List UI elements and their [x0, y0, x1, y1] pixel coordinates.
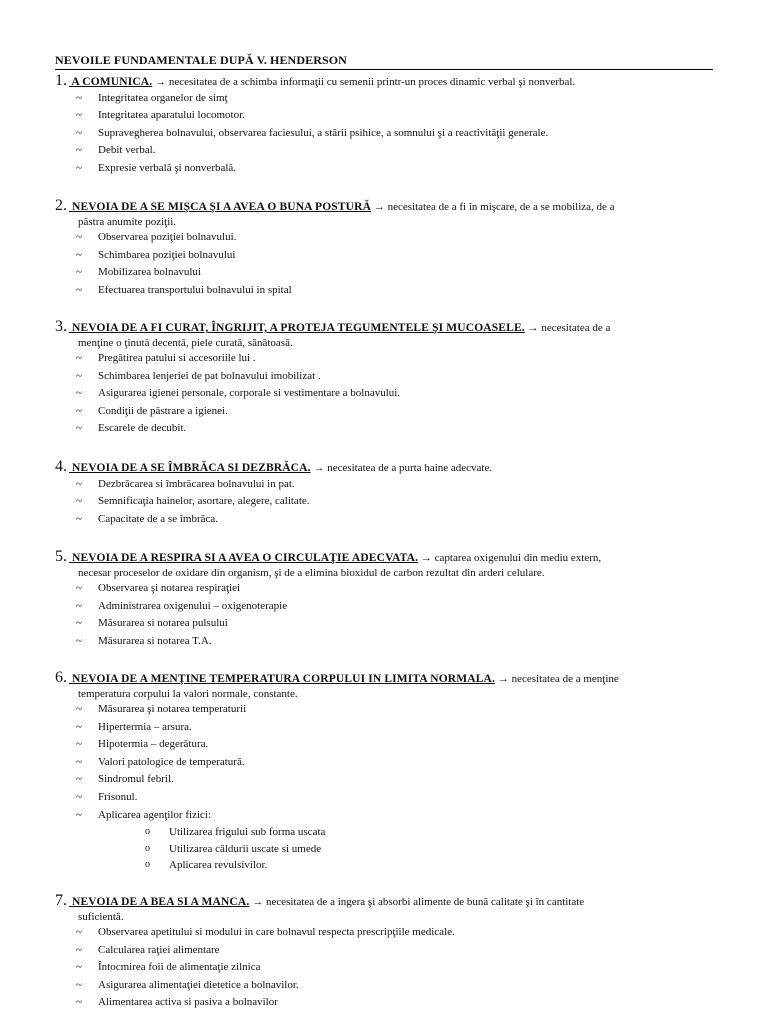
tilde-bullet: ~	[76, 926, 82, 938]
item-text: Semnificaţia hainelor, asortare, alegere, calitate.	[98, 495, 310, 508]
list-item	[55, 598, 715, 616]
item-text: Integritatea aparatului locomotor.	[98, 109, 245, 122]
section-title: NEVOIA DE A SE MIŞCA ŞI A AVEA O BUNA POSTURĂ	[69, 201, 372, 213]
item-text: Observarea şi notarea respiraţiei	[98, 582, 241, 594]
list-item	[55, 125, 715, 143]
item-text: Integritatea organelor de simţ	[98, 91, 228, 104]
item-text: Aplicarea agenţilor fizici:	[98, 808, 211, 821]
item-text: Asigurarea alimentaţiei dietetice a bolnavilor.	[98, 978, 299, 991]
list-item	[55, 977, 715, 995]
tilde-bullet: ~	[76, 961, 82, 974]
list-item	[55, 719, 715, 737]
section-heading	[55, 671, 715, 701]
tilde-bullet: ~	[76, 996, 82, 1009]
section-description-cont: menţine o ţinută decentă, piele curată, sănătoasă.	[78, 336, 293, 349]
item-list	[55, 90, 715, 178]
item-text: Efectuarea transportului bolnavului in spital	[98, 283, 292, 296]
sub-item-text: Utilizarea frigului sub forma uscata	[169, 826, 326, 839]
tilde-bullet: ~	[76, 599, 82, 612]
list-item	[55, 615, 715, 633]
section-description-cont: suficientă.	[78, 910, 124, 923]
item-text: Alimentarea activa si pasiva a bolnavilor	[98, 996, 278, 1009]
section-heading	[55, 550, 715, 580]
tilde-bullet: ~	[76, 387, 82, 400]
section-title: NEVOIA DE A BEA SI A MANCA.	[69, 896, 250, 908]
section-number: 5.	[55, 548, 67, 565]
item-text: Dezbrăcarea si îmbrăcarea bolnavului in pat.	[98, 477, 295, 490]
list-item	[55, 264, 715, 282]
tilde-bullet: ~	[76, 283, 82, 296]
section-1	[55, 74, 715, 177]
item-text: Condiţii de păstrare a igienei.	[98, 404, 228, 417]
tilde-bullet: ~	[76, 512, 82, 525]
list-item	[55, 789, 715, 807]
sub-item-text: Aplicarea revulsivilor.	[169, 859, 268, 872]
tilde-bullet: ~	[76, 248, 82, 261]
arrow-glyph: →	[420, 552, 432, 564]
section-title: NEVOIA DE A FI CURAT, ÎNGRIJIT, A PROTEJA TEGUMENTELE ŞI MUCOASELE.	[69, 322, 525, 334]
tilde-bullet: ~	[76, 109, 82, 122]
list-item	[55, 511, 715, 529]
sub-list-item	[55, 824, 715, 841]
list-item	[55, 633, 715, 651]
arrow-glyph: →	[313, 462, 325, 474]
list-item	[55, 580, 715, 598]
section-number: 1.	[55, 72, 67, 89]
list-item	[55, 385, 715, 403]
list-item	[55, 994, 715, 1012]
tilde-bullet: ~	[76, 144, 82, 157]
section-4	[55, 460, 715, 528]
item-text: Asigurarea igienei personale, corporale si vestimentare a bolnavului.	[98, 387, 401, 400]
tilde-bullet: ~	[76, 634, 82, 647]
tilde-bullet: ~	[76, 231, 82, 243]
section-description-cont: temperatura corpului la valori normale, constante.	[78, 687, 298, 700]
item-text: Observarea apetitului si modului in care bolnavul respecta prescripţiile medicale.	[98, 926, 455, 938]
item-text: Întocmirea foii de alimentaţie zilnica	[98, 961, 261, 974]
list-item	[55, 959, 715, 977]
arrow-glyph: →	[373, 201, 385, 213]
item-text: Administrarea oxigenului – oxigenoterapie	[98, 599, 288, 612]
section-description-cont: păstra anumite poziţii.	[78, 215, 177, 228]
list-item	[55, 771, 715, 789]
section-number: 4.	[55, 458, 67, 475]
item-list	[55, 701, 715, 824]
circle-bullet: o	[145, 842, 150, 854]
arrow-glyph: →	[252, 896, 264, 908]
tilde-bullet: ~	[76, 404, 82, 417]
tilde-bullet: ~	[76, 369, 82, 382]
item-text: Hipotermia – degerătura.	[98, 738, 209, 751]
section-heading	[55, 320, 715, 350]
section-title: NEVOIA DE A MENŢINE TEMPERATURA CORPULUI IN LIMITA NORMALA.	[69, 673, 496, 685]
tilde-bullet: ~	[76, 495, 82, 508]
list-item	[55, 229, 715, 247]
section-heading	[55, 894, 715, 924]
list-item	[55, 107, 715, 125]
section-number: 7.	[55, 892, 67, 909]
item-list	[55, 350, 715, 438]
list-item	[55, 420, 715, 438]
tilde-bullet: ~	[76, 720, 82, 733]
sub-item-text: Utilizarea căldurii uscate si umede	[169, 842, 322, 855]
section-description: necesitatea de a fi în mişcare, de a se mobiliza, de a	[384, 201, 615, 213]
item-text: Măsurarea si notarea pulsului	[98, 617, 228, 630]
item-text: Măsurarea şi notarea temperaturii	[98, 703, 247, 715]
section-number: 2.	[55, 197, 67, 214]
list-item	[55, 701, 715, 719]
list-item	[55, 368, 715, 386]
list-item	[55, 160, 715, 178]
list-item	[55, 754, 715, 772]
item-text: Frisonul.	[98, 790, 138, 803]
tilde-bullet: ~	[76, 773, 82, 786]
list-item	[55, 247, 715, 265]
section-heading	[55, 199, 715, 229]
item-text: Sindromul febril.	[98, 773, 174, 786]
sub-list-item	[55, 857, 715, 874]
item-list	[55, 229, 715, 299]
item-text: Debit verbal.	[98, 144, 156, 157]
arrow-glyph: →	[527, 322, 539, 334]
section-7	[55, 894, 715, 1012]
tilde-bullet: ~	[76, 352, 82, 364]
section-3	[55, 320, 715, 438]
sub-list-item	[55, 841, 715, 858]
item-text: Observarea poziţiei bolnavului.	[98, 231, 237, 243]
list-item	[55, 142, 715, 160]
arrow-glyph: →	[155, 76, 167, 88]
item-text: Hipertermia – arsura.	[98, 720, 192, 733]
tilde-bullet: ~	[76, 126, 82, 139]
item-text: Mobilizarea bolnavului	[98, 266, 201, 279]
tilde-bullet: ~	[76, 978, 82, 991]
section-description: necesitatea de a menţine	[508, 673, 619, 685]
item-list	[55, 476, 715, 529]
list-item	[55, 90, 715, 108]
circle-bullet: o	[145, 859, 150, 871]
list-item	[55, 807, 715, 825]
list-item	[55, 942, 715, 960]
circle-bullet: o	[145, 826, 150, 838]
list-item	[55, 924, 715, 942]
list-item	[55, 282, 715, 300]
document-title: NEVOILE FUNDAMENTALE DUPĂ V. HENDERSON	[55, 54, 713, 70]
tilde-bullet: ~	[76, 422, 82, 435]
section-heading	[55, 460, 715, 476]
section-description: necesitatea de a purta haine adecvate.	[324, 462, 493, 474]
item-text: Escarele de decubit.	[98, 422, 187, 435]
tilde-bullet: ~	[76, 943, 82, 956]
item-text: Schimbarea poziţiei bolnavului	[98, 248, 236, 261]
tilde-bullet: ~	[76, 582, 82, 594]
section-title: NEVOIA DE A RESPIRA SI A AVEA O CIRCULAŢIE ADECVATA.	[69, 552, 419, 564]
tilde-bullet: ~	[76, 738, 82, 751]
tilde-bullet: ~	[76, 790, 82, 803]
section-heading	[55, 74, 715, 90]
tilde-bullet: ~	[76, 161, 82, 174]
tilde-bullet: ~	[76, 477, 82, 490]
list-item	[55, 403, 715, 421]
section-title: NEVOIA DE A SE ÎMBRĂCA SI DEZBRĂCA.	[69, 462, 311, 474]
tilde-bullet: ~	[76, 91, 82, 104]
sub-item-list	[55, 824, 715, 874]
item-text: Expresie verbală şi nonverbală.	[98, 161, 237, 174]
section-description-cont: necesar proceselor de oxidare din organism, şi de a elimina bioxidul de carbon rezultat din arderi celulare.	[78, 566, 545, 579]
item-list	[55, 924, 715, 1012]
section-6	[55, 671, 715, 874]
section-description: necesitatea de a ingera şi absorbi alimente de bună calitate şi în cantitate	[263, 896, 585, 908]
list-item	[55, 476, 715, 494]
section-title: A COMUNICA.	[69, 76, 153, 88]
section-2	[55, 199, 715, 299]
section-number: 6.	[55, 669, 67, 686]
list-item	[55, 350, 715, 368]
tilde-bullet: ~	[76, 808, 82, 821]
tilde-bullet: ~	[76, 617, 82, 630]
section-description: necesitatea de a schimba informaţii cu semenii printr-un proces dinamic verbal şi nonverbal.	[166, 76, 576, 88]
list-item	[55, 493, 715, 511]
item-text: Valori patologice de temperatură.	[98, 755, 245, 768]
section-description: necesitatea de a	[538, 322, 611, 334]
tilde-bullet: ~	[76, 703, 82, 715]
tilde-bullet: ~	[76, 266, 82, 279]
item-list	[55, 580, 715, 650]
item-text: Capacitate de a se îmbrăca.	[98, 512, 219, 525]
list-item	[55, 736, 715, 754]
section-number: 3.	[55, 318, 67, 335]
item-text: Calcularea raţiei alimentare	[98, 943, 220, 956]
item-text: Schimbarea lenjeriei de pat bolnavului imobilizat .	[98, 369, 321, 382]
item-text: Supravegherea bolnavului, observarea faciesului, a stării psihice, a somnului şi a reactivităţii generale.	[98, 126, 549, 139]
arrow-glyph: →	[497, 673, 509, 685]
item-text: Pregătirea patului si accesoriile lui .	[98, 352, 256, 364]
item-text: Măsurarea si notarea T.A.	[98, 634, 212, 647]
section-5	[55, 550, 715, 650]
section-description: captarea oxigenului din mediu extern,	[431, 552, 602, 564]
tilde-bullet: ~	[76, 755, 82, 768]
